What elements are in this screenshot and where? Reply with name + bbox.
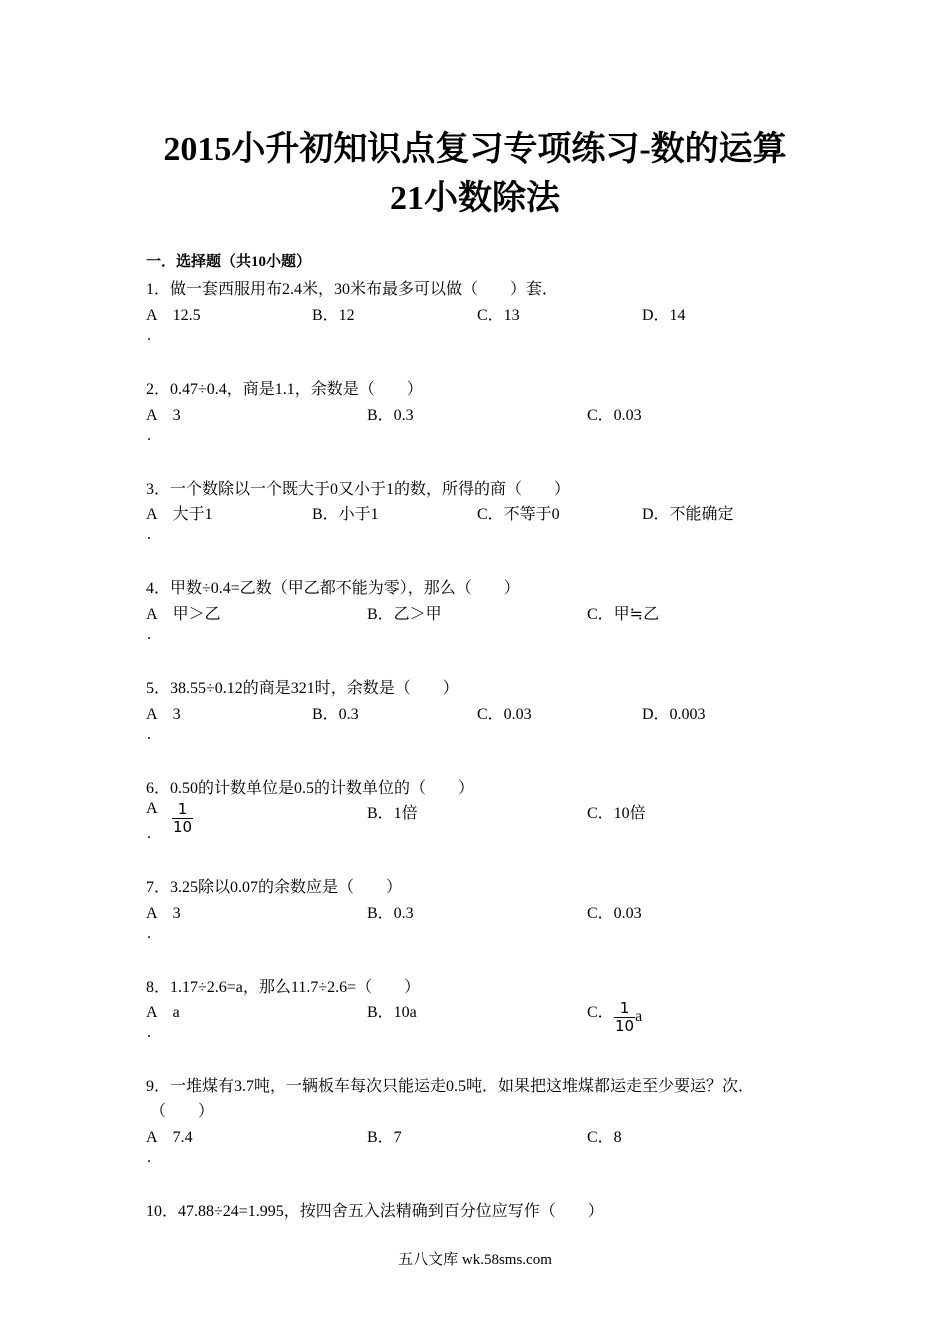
option-b: B．12 <box>312 307 355 324</box>
fraction-one-tenth: $\frac{1}{10}$ a <box>615 999 643 1035</box>
option-b: B．0.3 <box>312 706 359 723</box>
fraction-one-tenth: $\frac{1}{10}$ <box>173 800 193 836</box>
document-title: 2015小升初知识点复习专项练习-数的运算 <box>163 131 787 168</box>
option-c: C． <box>587 1004 614 1021</box>
question-6: 6．0.50的计数单位是0.5的计数单位的（ ） <box>146 780 475 797</box>
question-1: 1．做一套西服用布2.4米，30米布最多可以做（ ）套． <box>146 281 559 298</box>
question-7: 7．3.25除以0.07的余数应是（ ） <box>146 879 403 896</box>
option-d: D．不能确定 <box>642 506 734 523</box>
option-c: C．0.03 <box>477 706 532 723</box>
option-a: A 3 <box>146 407 181 424</box>
option-b: B．0.3 <box>367 407 414 424</box>
document-subtitle: 21小数除法 <box>390 180 560 217</box>
option-dot: . <box>147 825 151 842</box>
option-a: A <box>146 800 158 817</box>
option-d: D．14 <box>642 307 686 324</box>
question-9: 9．一堆煤有3.7吨，一辆板车每次只能运走0.5吨．如果把这堆煤都运走至少要运？次． <box>146 1078 755 1095</box>
option-dot: . <box>147 526 151 543</box>
option-c: C．10倍 <box>587 805 646 822</box>
option-c: C．甲≒乙 <box>587 606 660 623</box>
option-d: D．0.003 <box>642 706 706 723</box>
section-heading: 一．选择题（共10小题） <box>146 254 312 270</box>
option-a: A 大于1 <box>146 506 213 523</box>
fraction-suffix: a <box>635 1008 643 1026</box>
question-10: 10．47.88÷24=1.995，按四舍五入法精确到百分位应写作（ ） <box>146 1203 604 1220</box>
option-a: A 甲＞乙 <box>146 606 221 623</box>
option-a: A 12.5 <box>146 307 201 324</box>
option-dot: . <box>147 726 151 743</box>
option-a: A 3 <box>146 706 181 723</box>
question-4: 4．甲数÷0.4=乙数（甲乙都不能为零），那么（ ） <box>146 580 520 597</box>
option-dot: . <box>147 327 151 344</box>
question-8: 8．1.17÷2.6=a，那么11.7÷2.6=（ ） <box>146 979 421 996</box>
option-dot: . <box>147 925 151 942</box>
question-9-blank: （ ） <box>150 1103 215 1120</box>
option-b: B．7 <box>367 1129 402 1146</box>
footer-watermark: 五八文库 wk.58sms.com <box>398 1252 552 1268</box>
option-a: A 7.4 <box>146 1129 193 1146</box>
question-5: 5．38.55÷0.12的商是321时，余数是（ ） <box>146 680 459 697</box>
option-b: B．1倍 <box>367 805 418 822</box>
option-b: B．0.3 <box>367 905 414 922</box>
option-c: C．13 <box>477 307 520 324</box>
question-3: 3．一个数除以一个既大于0又小于1的数，所得的商（ ） <box>146 481 571 498</box>
option-b: B．10a <box>367 1004 417 1021</box>
option-dot: . <box>147 1024 151 1041</box>
option-c: C．0.03 <box>587 905 642 922</box>
question-2: 2．0.47÷0.4，商是1.1，余数是（ ） <box>146 381 423 398</box>
option-b: B．小于1 <box>312 506 379 523</box>
option-c: C．8 <box>587 1129 622 1146</box>
option-c: C．0.03 <box>587 407 642 424</box>
option-c: C．不等于0 <box>477 506 560 523</box>
option-b: B．乙＞甲 <box>367 606 442 623</box>
option-a: A 3 <box>146 905 181 922</box>
option-dot: . <box>147 427 151 444</box>
option-dot: . <box>147 626 151 643</box>
option-dot: . <box>147 1149 151 1166</box>
option-a: A a <box>146 1004 180 1021</box>
